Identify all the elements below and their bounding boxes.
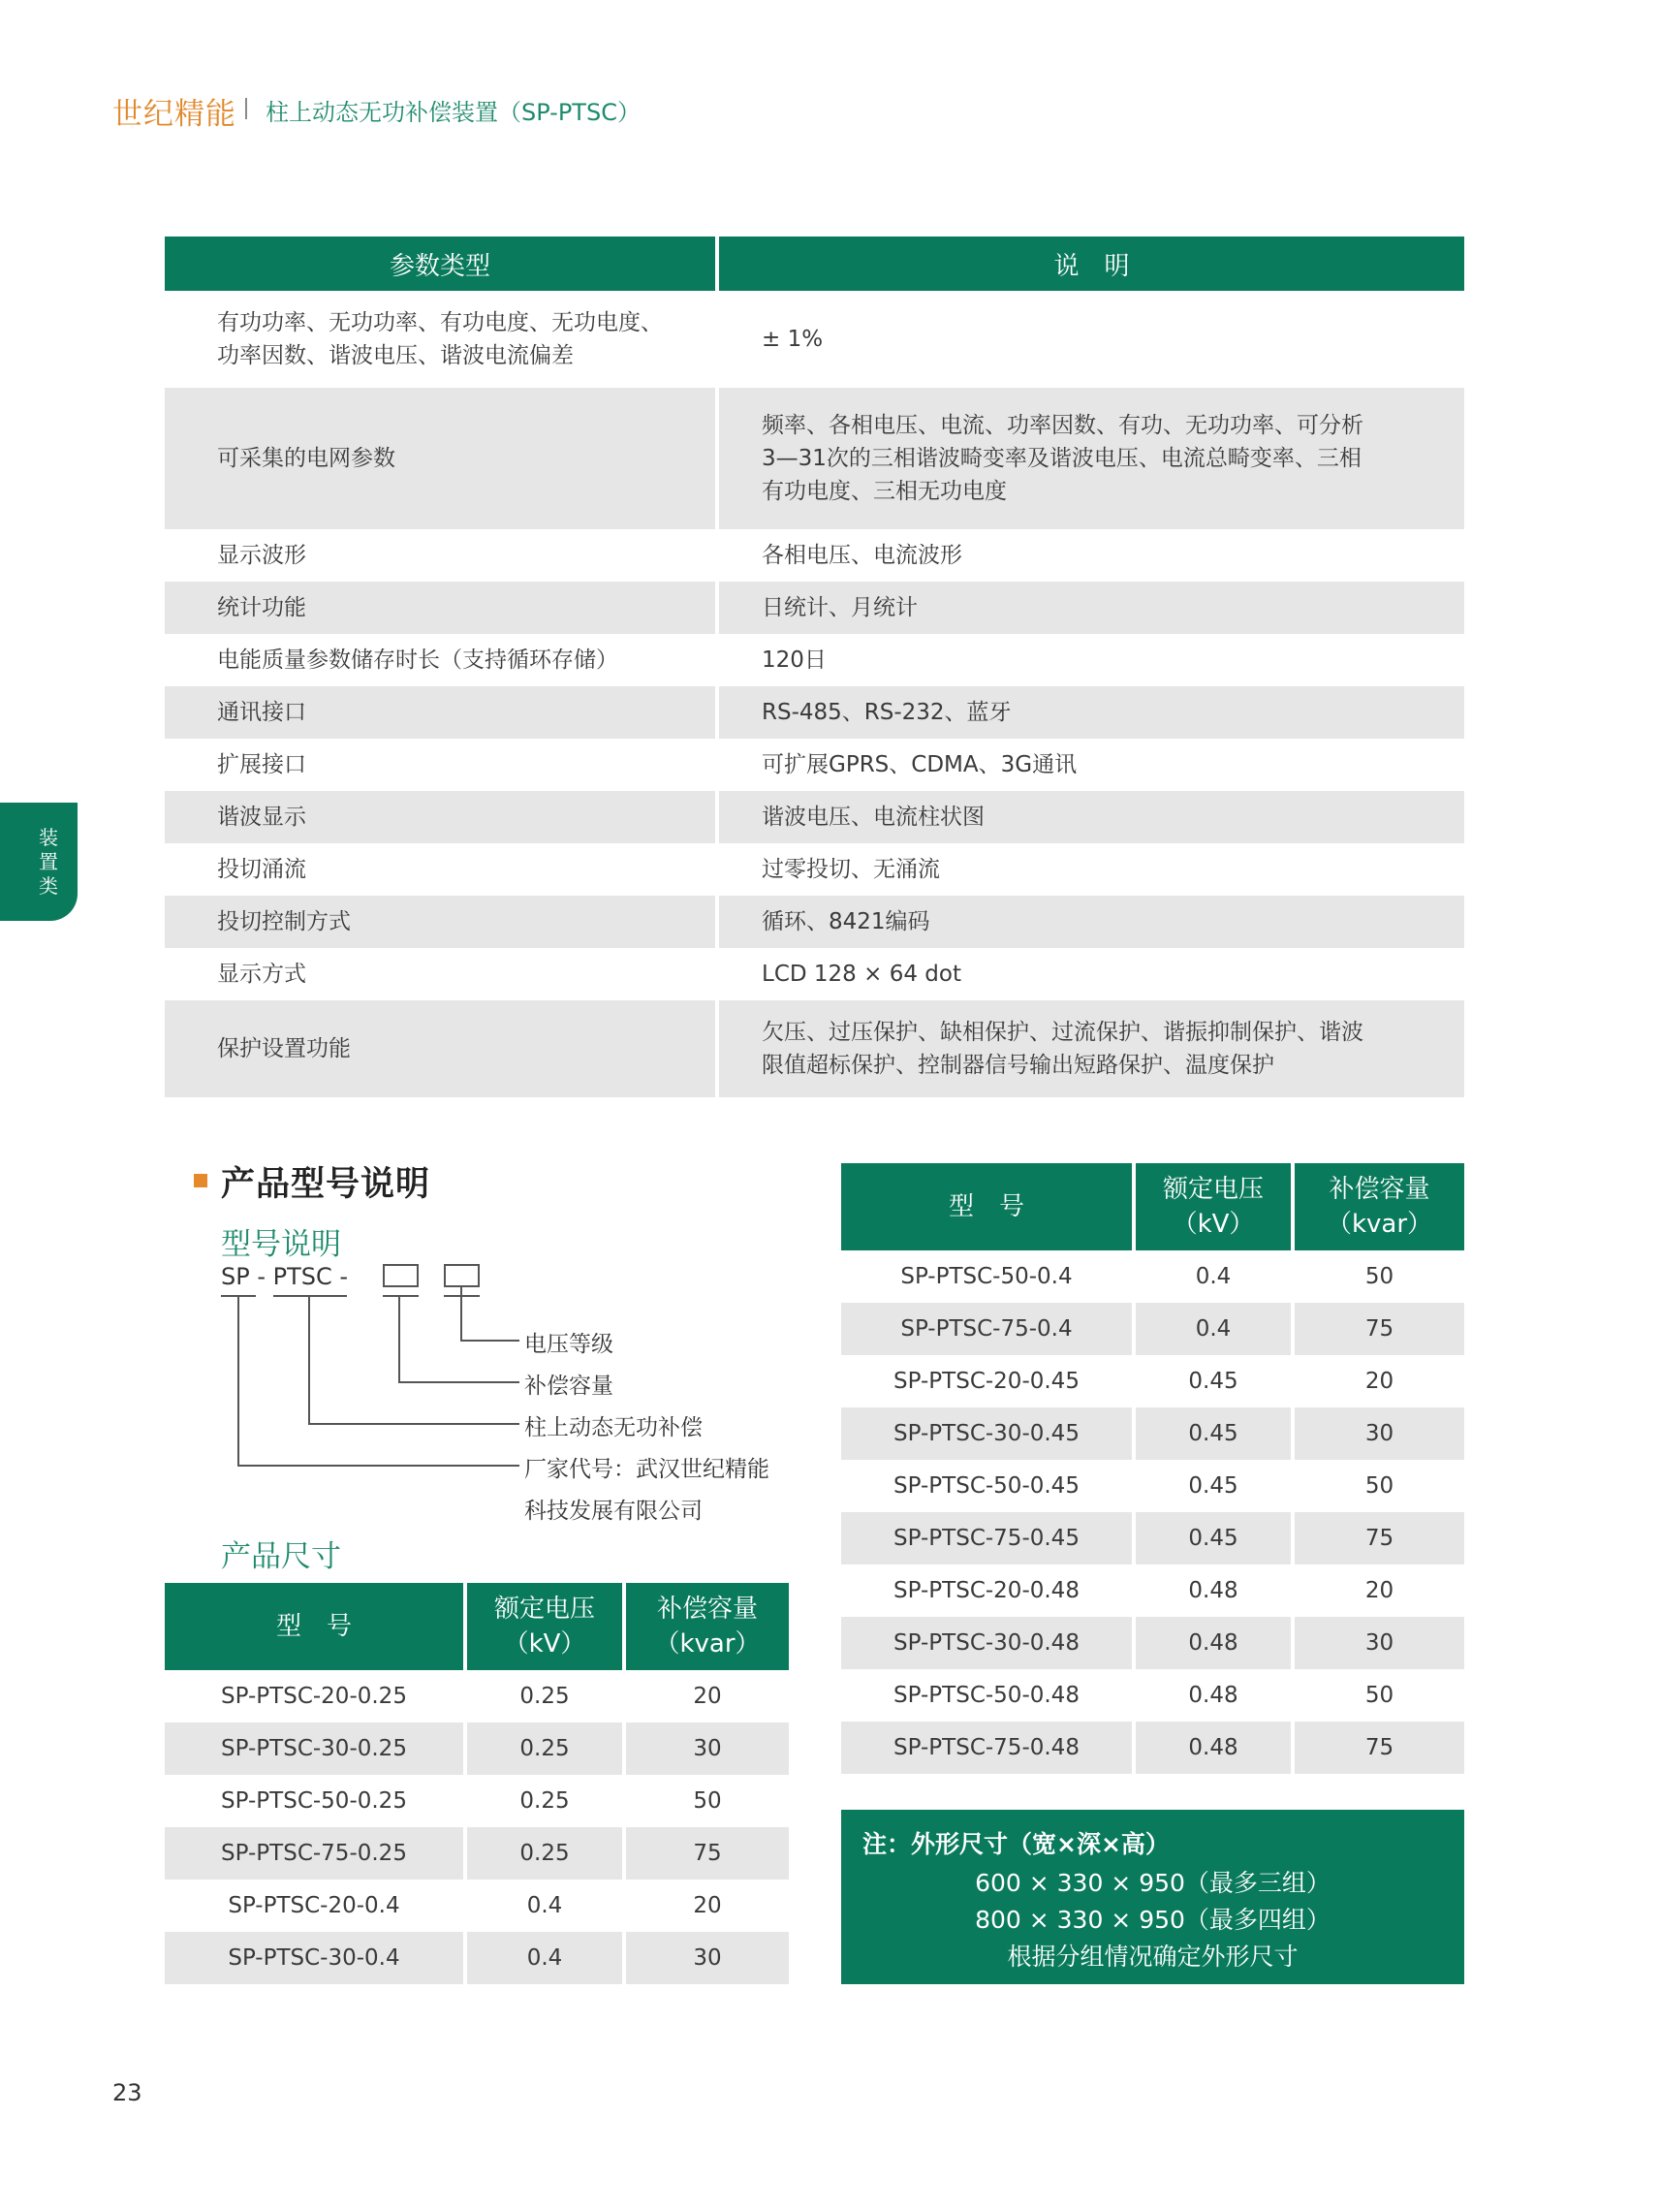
parameter-description-line: 可扩展GPRS、CDMA、3G通讯 xyxy=(762,752,1078,777)
rated-voltage-cell: 0.25 xyxy=(465,1775,624,1827)
table-row xyxy=(841,1722,1464,1774)
capacity-cell: 75 xyxy=(624,1827,789,1880)
label-manufacturer-code-cont: 科技发展有限公司 xyxy=(524,1499,703,1524)
model-cell: SP-PTSC-50-0.48 xyxy=(893,1683,1080,1708)
parameter-name-cell xyxy=(165,634,717,686)
header-model: 型 号 xyxy=(165,1583,465,1670)
parameter-description-line: 各相电压、电流波形 xyxy=(762,543,962,568)
model-cell: SP-PTSC-75-0.25 xyxy=(165,1827,465,1880)
model-cell: SP-PTSC-30-0.25 xyxy=(165,1722,465,1775)
document-subtitle: 柱上动态无功补偿装置（SP-PTSC） xyxy=(266,99,641,126)
parameter-name-line: 投切控制方式 xyxy=(217,909,351,934)
parameter-description-cell xyxy=(717,686,1464,739)
page-number: 23 xyxy=(112,2079,142,2106)
rated-voltage-cell: 0.25 xyxy=(465,1670,624,1722)
leader-line-ptsc-v xyxy=(308,1295,310,1424)
model-cell: SP-PTSC-20-0.48 xyxy=(893,1578,1080,1603)
header-rated-voltage-label: 额定电压 xyxy=(1162,1175,1264,1204)
parameter-description-line: 120日 xyxy=(762,648,827,673)
size-table-header xyxy=(841,1163,1464,1250)
table-row xyxy=(841,1512,1464,1564)
parameter-description-line: 欠压、过压保护、缺相保护、过流保护、谐振抑制保护、谐波 xyxy=(762,1020,1363,1045)
header-model: 型 号 xyxy=(841,1163,1134,1250)
parameter-description-cell xyxy=(717,1000,1464,1097)
section-title: 产品型号说明 xyxy=(221,1165,431,1204)
parameter-row xyxy=(165,529,1464,582)
header-rated-voltage xyxy=(465,1583,624,1670)
leader-line-sp-h xyxy=(237,1465,519,1467)
capacity-cell: 50 xyxy=(1293,1669,1464,1722)
capacity-cell: 50 xyxy=(1293,1250,1464,1303)
voltage-placeholder-box xyxy=(444,1264,480,1287)
parameter-row xyxy=(165,686,1464,739)
model-cell: SP-PTSC-75-0.48 xyxy=(841,1722,1134,1774)
table-row xyxy=(165,1932,789,1984)
dimension-note-box xyxy=(841,1810,1464,1984)
parameter-description-cell xyxy=(717,948,1464,1000)
model-cell: SP-PTSC-30-0.48 xyxy=(841,1617,1134,1669)
capacity-cell: 75 xyxy=(1293,1303,1464,1355)
table-row xyxy=(165,1775,789,1827)
parameter-description-line: 有功电度、三相无功电度 xyxy=(762,479,1007,504)
product-size-table-right xyxy=(841,1163,1464,1774)
header-description: 说 明 xyxy=(717,237,1464,291)
rated-voltage-cell: 0.45 xyxy=(1134,1512,1293,1564)
rated-voltage-cell: 0.25 xyxy=(465,1827,624,1880)
parameter-name-line: 功率因数、谐波电压、谐波电流偏差 xyxy=(217,343,574,368)
capacity-cell: 75 xyxy=(1293,1722,1464,1774)
rated-voltage-cell: 0.48 xyxy=(1134,1669,1293,1722)
parameter-name-cell xyxy=(165,582,717,634)
parameter-name-line: 电能质量参数储存时长（支持循环存储） xyxy=(217,648,618,673)
table-row xyxy=(841,1355,1464,1407)
parameter-name-cell xyxy=(165,1000,717,1097)
header-rated-voltage-unit: （kV） xyxy=(503,1629,586,1659)
size-table-header xyxy=(165,1583,789,1670)
rated-voltage-cell: 0.4 xyxy=(465,1880,624,1932)
parameter-name-line: 显示方式 xyxy=(217,962,306,987)
rated-voltage-cell: 0.4 xyxy=(465,1932,624,1984)
product-size-table-left xyxy=(165,1583,789,1984)
table-row xyxy=(841,1564,1464,1617)
parameter-description-line: 日统计、月统计 xyxy=(762,595,918,620)
header-rated-voltage-unit: （kV） xyxy=(1172,1210,1255,1239)
capacity-cell: 20 xyxy=(624,1670,789,1722)
capacity-cell: 30 xyxy=(624,1722,789,1775)
parameter-description-line: 频率、各相电压、电流、功率因数、有功、无功功率、可分析 xyxy=(762,413,1363,438)
leader-line-ptsc-h xyxy=(308,1423,519,1425)
rated-voltage-cell: 0.48 xyxy=(1134,1722,1293,1774)
parameter-description-cell xyxy=(717,529,1464,582)
model-cell: SP-PTSC-20-0.4 xyxy=(228,1893,400,1918)
header-capacity xyxy=(624,1583,789,1670)
leader-line-sp-v xyxy=(237,1295,239,1466)
parameter-name-cell xyxy=(165,388,717,529)
model-cell: SP-PTSC-50-0.4 xyxy=(900,1264,1073,1289)
model-cell: SP-PTSC-75-0.45 xyxy=(841,1512,1134,1564)
note-line-2: 800 × 330 × 950（最多四组） xyxy=(975,1906,1331,1934)
side-tab-label: 装置类 xyxy=(39,826,58,898)
header-rated-voltage-label: 额定电压 xyxy=(493,1595,595,1624)
parameter-name-cell xyxy=(165,843,717,896)
parameter-table xyxy=(165,237,1464,1097)
model-cell: SP-PTSC-20-0.25 xyxy=(221,1684,407,1709)
header-capacity xyxy=(1293,1163,1464,1250)
capacity-cell: 20 xyxy=(624,1880,789,1932)
capacity-cell: 50 xyxy=(1293,1460,1464,1512)
leader-line-voltage-h xyxy=(460,1340,519,1342)
table-row xyxy=(165,1827,789,1880)
capacity-cell: 75 xyxy=(1293,1512,1464,1564)
model-cell: SP-PTSC-30-0.4 xyxy=(165,1932,465,1984)
capacity-cell: 20 xyxy=(1293,1564,1464,1617)
label-voltage-level: 电压等级 xyxy=(524,1332,613,1357)
table-row xyxy=(841,1303,1464,1355)
parameter-description-cell xyxy=(717,896,1464,948)
parameter-name-cell xyxy=(165,896,717,948)
parameter-name-line: 显示波形 xyxy=(217,543,306,568)
header-divider xyxy=(245,98,247,119)
parameter-name-cell xyxy=(165,948,717,1000)
parameter-table-header xyxy=(165,237,1464,291)
header-capacity-label: 补偿容量 xyxy=(656,1595,758,1624)
model-description-title: 型号说明 xyxy=(221,1227,341,1262)
model-cell: SP-PTSC-30-0.45 xyxy=(841,1407,1134,1460)
rated-voltage-cell: 0.48 xyxy=(1134,1617,1293,1669)
table-row xyxy=(841,1250,1464,1303)
parameter-row xyxy=(165,896,1464,948)
parameter-row xyxy=(165,388,1464,529)
header-param-type: 参数类型 xyxy=(165,237,717,291)
parameter-description-cell xyxy=(717,388,1464,529)
parameter-name-line: 投切涌流 xyxy=(217,857,306,882)
capacity-cell: 50 xyxy=(624,1775,789,1827)
table-row xyxy=(841,1460,1464,1512)
note-line-3: 根据分组情况确定外形尺寸 xyxy=(1007,1943,1299,1971)
parameter-name-cell xyxy=(165,529,717,582)
rated-voltage-cell: 0.4 xyxy=(1134,1250,1293,1303)
leader-line-capacity-h xyxy=(398,1381,519,1383)
rated-voltage-cell: 0.4 xyxy=(1134,1303,1293,1355)
parameter-name-line: 通讯接口 xyxy=(217,700,306,725)
capacity-cell: 30 xyxy=(1293,1407,1464,1460)
brand-name: 世纪精能 xyxy=(112,97,236,132)
parameter-description-line: 限值超标保护、控制器信号输出短路保护、温度保护 xyxy=(762,1053,1274,1078)
parameter-description-line: 谐波电压、电流柱状图 xyxy=(762,805,985,830)
parameter-name-cell xyxy=(165,291,717,388)
parameter-row xyxy=(165,739,1464,791)
parameter-row xyxy=(165,291,1464,388)
label-manufacturer-code: 厂家代号：武汉世纪精能 xyxy=(524,1457,769,1482)
parameter-row xyxy=(165,791,1464,843)
header-rated-voltage xyxy=(1134,1163,1293,1250)
model-cell: SP-PTSC-20-0.45 xyxy=(893,1369,1080,1394)
parameter-description-line: 循环、8421编码 xyxy=(762,909,930,934)
leader-line-capacity-v xyxy=(398,1295,400,1382)
parameter-name-line: 谐波显示 xyxy=(217,805,306,830)
rated-voltage-cell: 0.45 xyxy=(1134,1355,1293,1407)
leader-line-voltage-v xyxy=(460,1286,462,1341)
parameter-name-cell xyxy=(165,686,717,739)
parameter-description-cell xyxy=(717,843,1464,896)
table-row xyxy=(165,1880,789,1932)
note-line-1: 600 × 330 × 950（最多三组） xyxy=(975,1869,1331,1897)
parameter-row xyxy=(165,582,1464,634)
parameter-name-cell xyxy=(165,739,717,791)
parameter-description-line: RS-485、RS-232、蓝牙 xyxy=(762,700,1012,725)
section-bullet-icon xyxy=(194,1174,207,1187)
parameter-description-line: 过零投切、无涌流 xyxy=(762,857,940,882)
table-row xyxy=(841,1669,1464,1722)
capacity-cell: 30 xyxy=(1293,1617,1464,1669)
model-cell: SP-PTSC-75-0.4 xyxy=(841,1303,1134,1355)
header-capacity-unit: （kvar） xyxy=(654,1629,761,1659)
category-side-tab[interactable] xyxy=(0,803,78,921)
parameter-description-line: ± 1% xyxy=(762,327,824,352)
parameter-row xyxy=(165,948,1464,1000)
parameter-name-line: 保护设置功能 xyxy=(217,1036,351,1061)
header-capacity-label: 补偿容量 xyxy=(1329,1175,1430,1204)
parameter-name-line: 统计功能 xyxy=(217,595,306,620)
label-compensation-capacity: 补偿容量 xyxy=(524,1374,613,1399)
parameter-description-line: 3—31次的三相谐波畸变率及谐波电压、电流总畸变率、三相 xyxy=(762,446,1362,471)
parameter-description-cell xyxy=(717,582,1464,634)
table-row xyxy=(165,1722,789,1775)
label-pole-dynamic-compensation: 柱上动态无功补偿 xyxy=(524,1415,703,1440)
parameter-description-cell xyxy=(717,291,1464,388)
table-row xyxy=(165,1670,789,1722)
segment-underline-ptsc xyxy=(273,1295,347,1297)
parameter-description-line: LCD 128 × 64 dot xyxy=(762,962,961,987)
parameter-name-line: 可采集的电网参数 xyxy=(217,446,395,471)
model-cell: SP-PTSC-50-0.25 xyxy=(221,1788,407,1814)
parameter-description-cell xyxy=(717,739,1464,791)
capacity-cell: 30 xyxy=(624,1932,789,1984)
model-code-template: SP - PTSC - xyxy=(221,1263,349,1290)
table-row xyxy=(841,1407,1464,1460)
parameter-row xyxy=(165,1000,1464,1097)
capacity-cell: 20 xyxy=(1293,1355,1464,1407)
rated-voltage-cell: 0.48 xyxy=(1134,1564,1293,1617)
rated-voltage-cell: 0.45 xyxy=(1134,1407,1293,1460)
parameter-name-line: 扩展接口 xyxy=(217,752,306,777)
note-title: 注：外形尺寸（宽×深×高） xyxy=(862,1830,1170,1858)
model-cell: SP-PTSC-50-0.45 xyxy=(893,1473,1080,1499)
parameter-description-cell xyxy=(717,634,1464,686)
header-capacity-unit: （kvar） xyxy=(1326,1210,1433,1239)
parameter-row xyxy=(165,634,1464,686)
product-size-title: 产品尺寸 xyxy=(221,1539,341,1574)
rated-voltage-cell: 0.25 xyxy=(465,1722,624,1775)
rated-voltage-cell: 0.45 xyxy=(1134,1460,1293,1512)
segment-underline-capacity xyxy=(383,1295,419,1297)
parameter-description-cell xyxy=(717,791,1464,843)
parameter-name-cell xyxy=(165,791,717,843)
table-row xyxy=(841,1617,1464,1669)
parameter-row xyxy=(165,843,1464,896)
capacity-placeholder-box xyxy=(383,1264,419,1287)
parameter-name-line: 有功功率、无功功率、有功电度、无功电度、 xyxy=(217,310,663,335)
